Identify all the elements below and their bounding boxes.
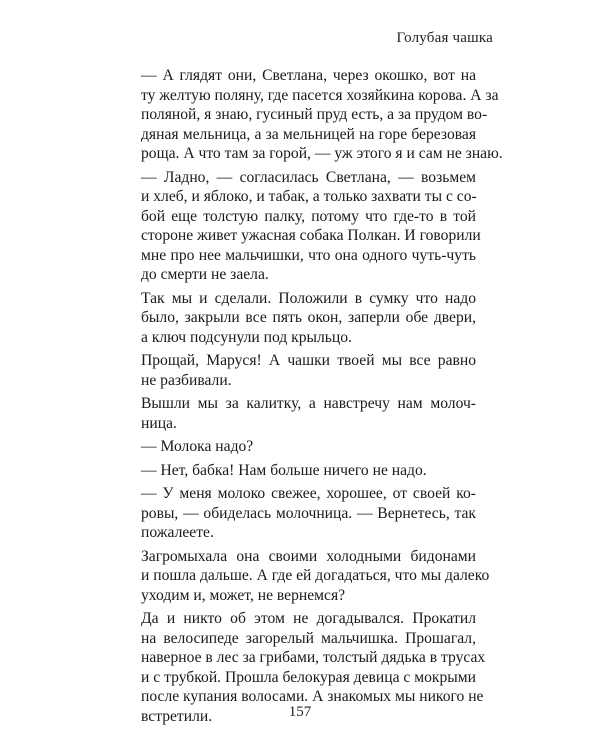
text-line: до смерти не заела. — [141, 266, 269, 283]
text-line: после купания волосами. А знакомых мы никого не — [141, 688, 484, 705]
text-line: — А глядят они, Светлана, через окошко, вот на — [141, 67, 476, 84]
paragraph — [141, 394, 476, 433]
text-line: было, закрыли все пять окон, заперли обе двери, — [141, 309, 476, 326]
paragraph — [141, 547, 490, 606]
text-line: — Нет, бабка! Нам больше ничего не надо. — [141, 461, 427, 479]
text-line: бой еще толстую палку, потому что где-то в той — [141, 207, 476, 225]
text-line: Вышли мы за калитку, а навстречу нам молоч- — [141, 395, 476, 412]
text-line: пожалеете. — [141, 524, 214, 541]
text-line: — Молока надо? — [141, 438, 254, 455]
text-line: ту желтую поляну, где пасется хозяйкина корова. А за — [141, 86, 499, 104]
text-line: и пошла дальше. А где ей догадаться, что мы далеко — [141, 567, 490, 584]
paragraph — [141, 168, 481, 285]
text-line: поляной, я знаю, гусиный пруд есть, а за прудом во- — [141, 106, 488, 123]
text-line: ровы, — обиделась молочница. — Вернетесь, так — [141, 504, 476, 522]
text-line: стороне живет ужасная собака Полкан. И говорили — [141, 227, 481, 244]
text-line: ница. — [141, 414, 177, 432]
text-line: Так мы и сделали. Положили в сумку что надо — [141, 289, 476, 307]
text-line: Загромыхала она своими холодными бидонами — [141, 547, 476, 565]
text-line: на велосипеде загорелый мальчишка. Прошагал, — [141, 629, 476, 647]
text-line: наверное в лес за грибами, толстый дядька в трусах — [141, 649, 486, 666]
paragraph — [141, 351, 476, 390]
paragraph — [141, 289, 476, 348]
text-line: — У меня молоко свежее, хорошее, от своей ко- — [141, 485, 476, 502]
paragraph — [141, 484, 476, 543]
text-line: Прощай, Маруся! А чашки твоей мы все равно — [141, 352, 476, 369]
page-number: 157 — [288, 704, 312, 720]
running-head: Голубая чашка — [396, 30, 493, 46]
body-text — [141, 66, 503, 730]
text-line: и с трубкой. Прошла белокурая девица с мокрыми — [141, 668, 476, 686]
text-line: встретили. — [141, 707, 213, 725]
text-line: а ключ подсунули под крыльцо. — [141, 328, 352, 346]
text-line: не разбивали. — [141, 371, 232, 389]
text-line: и хлеб, и яблоко, и табак, а только захвати ты с со- — [141, 188, 477, 205]
text-line: уходим и, может, не вернемся? — [141, 586, 346, 604]
paragraph — [141, 461, 476, 481]
paragraph — [141, 437, 476, 457]
text-line: — Ладно, — согласилась Светлана, — возьмем — [141, 168, 476, 186]
text-line: дяная мельница, а за мельницей на горе березовая — [141, 125, 476, 143]
paragraph — [141, 66, 503, 164]
text-line: роща. А что там за горой, — уж этого я и сам не знаю. — [141, 145, 503, 162]
text-line: Да и никто об этом не догадывался. Прокатил — [141, 610, 476, 627]
text-line: мне про нее мальчишки, что она одного чуть-чуть — [141, 246, 476, 264]
